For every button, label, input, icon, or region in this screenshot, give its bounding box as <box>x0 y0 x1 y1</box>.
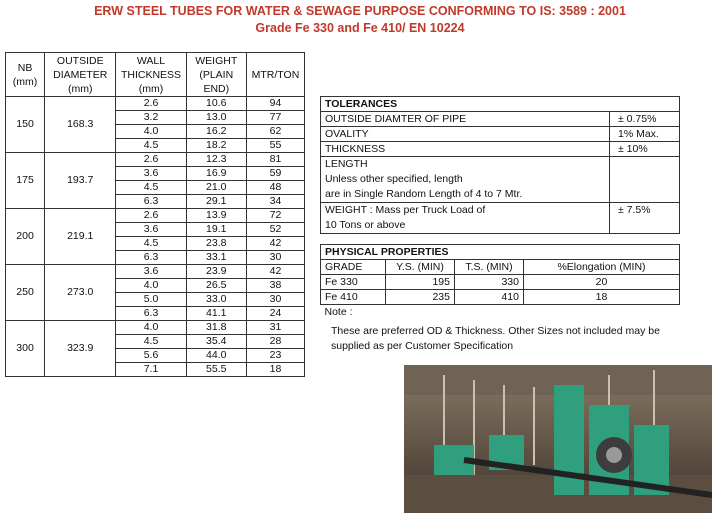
col-weight-header: WEIGHT (PLAIN END) <box>186 53 246 97</box>
thickness-cell: 5.6 <box>116 349 186 363</box>
table-row <box>321 127 680 142</box>
mtr-ton-cell: 34 <box>246 195 304 209</box>
physical-properties-table <box>320 244 680 319</box>
weight-row <box>321 203 680 234</box>
thickness-cell: 6.3 <box>116 195 186 209</box>
grade-cell: Fe 330 <box>321 275 386 290</box>
weight-cell: 55.5 <box>186 363 246 377</box>
mtr-ton-cell: 38 <box>246 279 304 293</box>
thickness-cell: 6.3 <box>116 307 186 321</box>
factory-photo <box>404 365 712 513</box>
ys-cell: 235 <box>386 290 455 305</box>
col-mtr-ton-header: MTR/TON <box>246 53 304 97</box>
weight-cell: 33.0 <box>186 293 246 307</box>
mtr-ton-cell: 42 <box>246 265 304 279</box>
length-line: are in Single Random Length of 4 to 7 Mtr. <box>325 188 523 200</box>
thickness-cell: 3.2 <box>116 111 186 125</box>
pipe-size-table-body <box>6 97 305 377</box>
mtr-ton-cell: 18 <box>246 363 304 377</box>
thickness-cell: 5.0 <box>116 293 186 307</box>
mtr-ton-cell: 48 <box>246 181 304 195</box>
mtr-ton-cell: 24 <box>246 307 304 321</box>
tolerances-table <box>320 96 680 234</box>
physical-header-row <box>321 260 680 275</box>
length-value <box>610 157 680 203</box>
thickness-cell: 4.5 <box>116 181 186 195</box>
ts-cell: 410 <box>455 290 524 305</box>
tolerance-value: ± 10% <box>610 142 680 157</box>
mtr-ton-cell: 42 <box>246 237 304 251</box>
thickness-cell: 2.6 <box>116 97 186 111</box>
table-row <box>321 112 680 127</box>
mtr-ton-cell: 23 <box>246 349 304 363</box>
nb-cell: 250 <box>6 265 45 321</box>
nb-cell: 200 <box>6 209 45 265</box>
thickness-cell: 3.6 <box>116 223 186 237</box>
weight-value: ± 7.5% <box>610 203 680 234</box>
table-row <box>321 142 680 157</box>
weight-cell: 18.2 <box>186 139 246 153</box>
od-cell: 219.1 <box>45 209 116 265</box>
weight-cell: 23.8 <box>186 237 246 251</box>
table-row <box>6 321 305 335</box>
tolerance-label: THICKNESS <box>321 142 610 157</box>
weight-cell: 21.0 <box>186 181 246 195</box>
table-row <box>321 275 680 290</box>
mtr-ton-cell: 81 <box>246 153 304 167</box>
od-cell: 323.9 <box>45 321 116 377</box>
tolerance-label: OVALITY <box>321 127 610 142</box>
page-title: ERW STEEL TUBES FOR WATER & SEWAGE PURPOSE CONFORMING TO IS: 3589 : 2001 <box>94 4 626 18</box>
weight-cell <box>321 203 610 234</box>
table-row <box>321 290 680 305</box>
weight-cell: 41.1 <box>186 307 246 321</box>
length-line: LENGTH <box>325 158 368 170</box>
nb-cell: 300 <box>6 321 45 377</box>
pipe-mill-image <box>404 365 712 513</box>
weight-cell: 26.5 <box>186 279 246 293</box>
length-row <box>321 157 680 203</box>
note-label: Note : <box>324 306 353 318</box>
weight-cell: 19.1 <box>186 223 246 237</box>
weight-cell: 44.0 <box>186 349 246 363</box>
mtr-ton-cell: 94 <box>246 97 304 111</box>
table-row <box>6 97 305 111</box>
col-od-header: OUTSIDE DIAMETER (mm) <box>45 53 116 97</box>
weight-line: 10 Tons or above <box>325 219 406 231</box>
thickness-cell: 4.0 <box>116 321 186 335</box>
note-text: These are preferred OD & Thickness. Other Sizes not included may be supplied as per Customer Specification <box>331 325 660 352</box>
weight-cell: 35.4 <box>186 335 246 349</box>
od-cell: 273.0 <box>45 265 116 321</box>
nb-cell: 175 <box>6 153 45 209</box>
od-cell: 168.3 <box>45 97 116 153</box>
thickness-cell: 4.0 <box>116 125 186 139</box>
mtr-ton-cell: 52 <box>246 223 304 237</box>
page-subtitle: Grade Fe 330 and Fe 410/ EN 10224 <box>255 21 465 35</box>
col-ts-header: T.S. (MIN) <box>455 260 524 275</box>
weight-cell: 13.9 <box>186 209 246 223</box>
pipe-size-table <box>5 52 305 377</box>
table-row <box>6 209 305 223</box>
thickness-cell: 7.1 <box>116 363 186 377</box>
table-row <box>6 153 305 167</box>
mtr-ton-cell: 30 <box>246 251 304 265</box>
thickness-cell: 4.0 <box>116 279 186 293</box>
table-row <box>6 265 305 279</box>
mtr-ton-cell: 31 <box>246 321 304 335</box>
tolerances-title: TOLERANCES <box>321 97 680 112</box>
tolerance-label: OUTSIDE DIAMTER OF PIPE <box>321 112 610 127</box>
thickness-cell: 2.6 <box>116 209 186 223</box>
weight-cell: 31.8 <box>186 321 246 335</box>
thickness-cell: 3.6 <box>116 167 186 181</box>
mtr-ton-cell: 77 <box>246 111 304 125</box>
length-line: Unless other specified, length <box>325 173 463 185</box>
ys-cell: 195 <box>386 275 455 290</box>
ts-cell: 330 <box>455 275 524 290</box>
col-thickness-header: WALL THICKNESS (mm) <box>116 53 186 97</box>
thickness-cell: 6.3 <box>116 251 186 265</box>
weight-cell: 10.6 <box>186 97 246 111</box>
mtr-ton-cell: 30 <box>246 293 304 307</box>
weight-cell: 23.9 <box>186 265 246 279</box>
thickness-cell: 3.6 <box>116 265 186 279</box>
elongation-cell: 18 <box>524 290 680 305</box>
weight-cell: 13.0 <box>186 111 246 125</box>
nb-cell: 150 <box>6 97 45 153</box>
col-ys-header: Y.S. (MIN) <box>386 260 455 275</box>
thickness-cell: 4.5 <box>116 335 186 349</box>
thickness-cell: 4.5 <box>116 139 186 153</box>
col-grade-header: GRADE <box>321 260 386 275</box>
grade-cell: Fe 410 <box>321 290 386 305</box>
length-cell <box>321 157 610 203</box>
tolerance-value: ± 0.75% <box>610 112 680 127</box>
thickness-cell: 4.5 <box>116 237 186 251</box>
col-elongation-header: %Elongation (MIN) <box>524 260 680 275</box>
col-nb-header: NB (mm) <box>6 53 45 97</box>
weight-cell: 29.1 <box>186 195 246 209</box>
weight-cell: 33.1 <box>186 251 246 265</box>
table-header-row <box>6 53 305 97</box>
mtr-ton-cell: 59 <box>246 167 304 181</box>
mtr-ton-cell: 55 <box>246 139 304 153</box>
weight-cell: 12.3 <box>186 153 246 167</box>
weight-cell: 16.9 <box>186 167 246 181</box>
weight-cell: 16.2 <box>186 125 246 139</box>
elongation-cell: 20 <box>524 275 680 290</box>
mtr-ton-cell: 62 <box>246 125 304 139</box>
thickness-cell: 2.6 <box>116 153 186 167</box>
mtr-ton-cell: 72 <box>246 209 304 223</box>
od-cell: 193.7 <box>45 153 116 209</box>
weight-line: WEIGHT : Mass per Truck Load of <box>325 204 486 216</box>
tolerance-value: 1% Max. <box>610 127 680 142</box>
physical-title: PHYSICAL PROPERTIES <box>321 245 680 260</box>
mtr-ton-cell: 28 <box>246 335 304 349</box>
